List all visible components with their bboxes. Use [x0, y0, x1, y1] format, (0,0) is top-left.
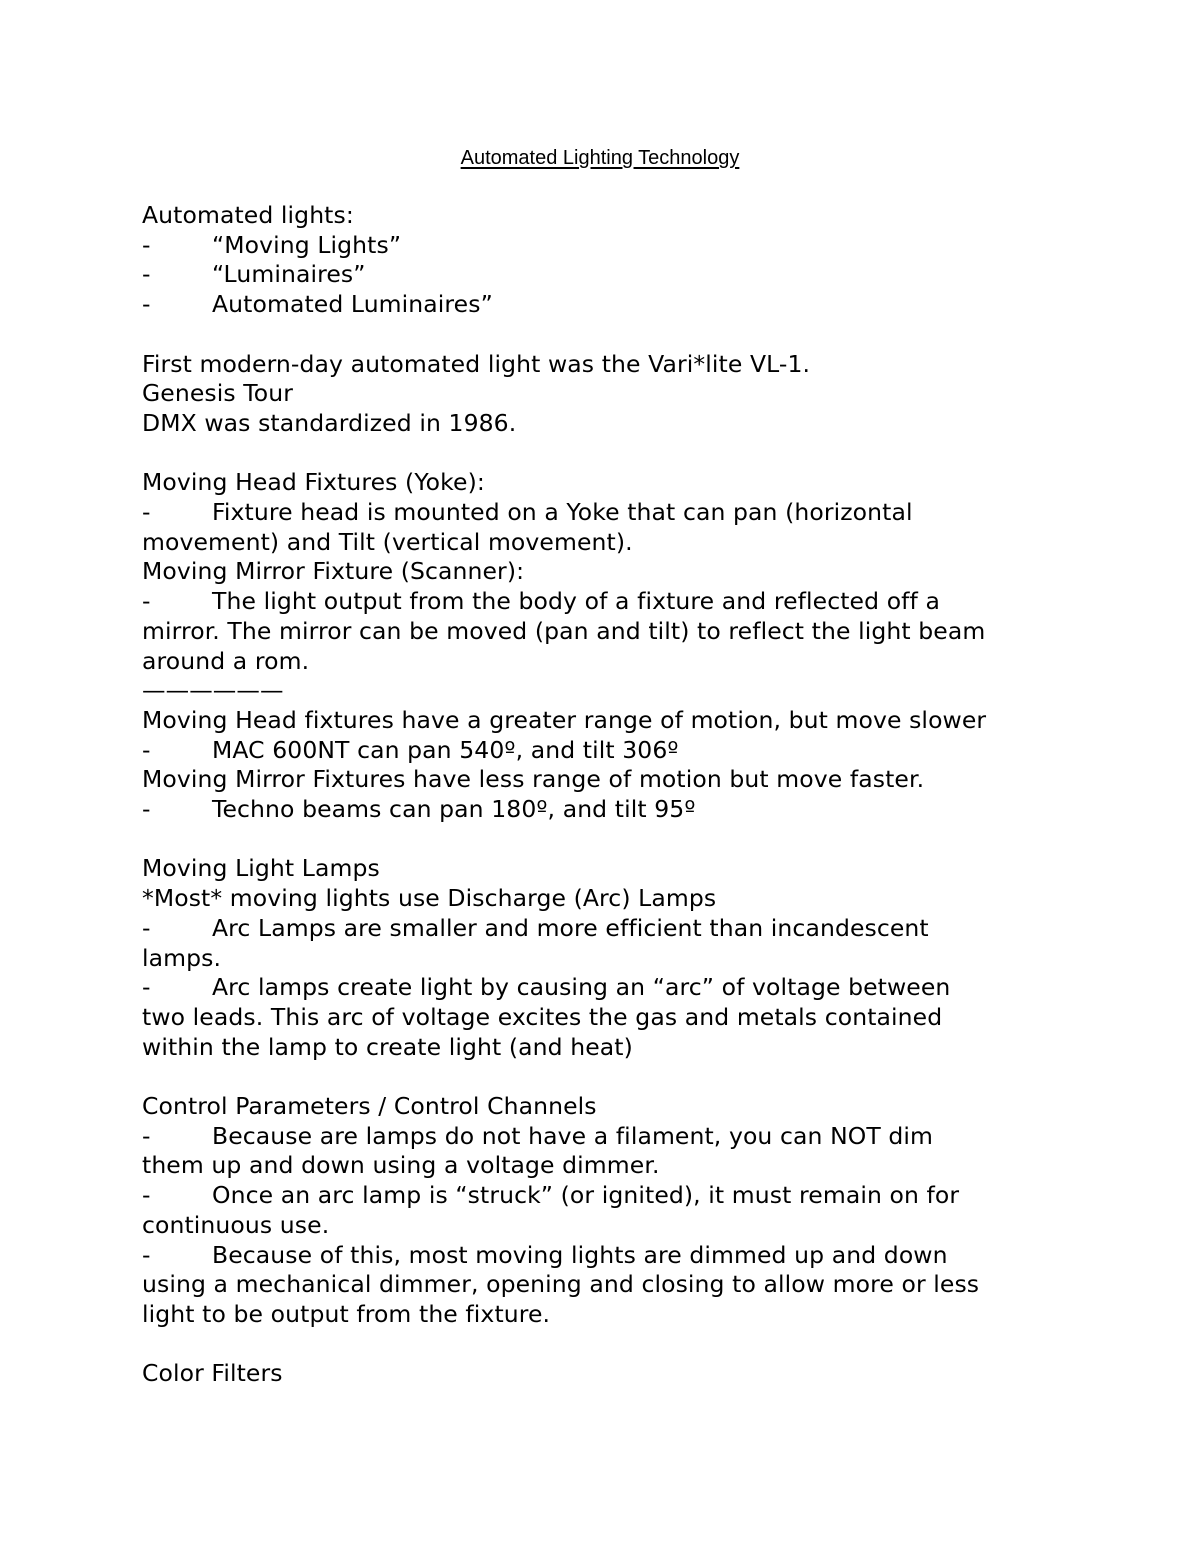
list-item [142, 231, 1062, 261]
list-item-text: Techno beams can pan 180º, and tilt 95º [212, 795, 696, 824]
blank-line [142, 825, 1062, 855]
list-item-text: Arc Lamps are smaller and more efficient than incandescent [212, 913, 929, 942]
bullet-dash: - [142, 498, 151, 526]
list-item [142, 1122, 1062, 1152]
list-item-continuation: two leads. This arc of voltage excites the gas and metals contained [142, 1002, 943, 1031]
bullet-dash: - [142, 973, 151, 1002]
list-item-continuation: movement) and Tilt (vertical movement). [142, 527, 633, 556]
list-item [142, 498, 1062, 528]
document-page [142, 141, 1062, 1389]
list-item-text: Once an arc lamp is “struck” (or ignited), it must remain on for [212, 1181, 960, 1210]
bullet-dash: - [142, 735, 151, 764]
bullet-dash: - [142, 587, 151, 616]
section-heading-automated-lights: Automated lights: [142, 201, 354, 229]
section-heading-lamps: Moving Light Lamps [142, 854, 380, 883]
list-item [142, 736, 1062, 766]
document-title: Automated Lighting Technology [460, 147, 740, 169]
list-item [142, 1241, 1062, 1271]
section-heading-control: Control Parameters / Control Channels [142, 1092, 597, 1121]
bullet-dash: - [142, 1181, 151, 1210]
list-item [142, 973, 1062, 1003]
section-heading-moving-mirror: Moving Mirror Fixture (Scanner): [142, 557, 525, 586]
paragraph-line: DMX was standardized in 1986. [142, 408, 517, 437]
bullet-dash: - [142, 1121, 151, 1150]
paragraph-line: *Most* moving lights use Discharge (Arc) Lamps [142, 884, 717, 913]
list-item [142, 587, 1062, 617]
list-item-continuation: lamps. [142, 943, 222, 972]
list-item-text: Automated Luminaires” [212, 290, 493, 319]
list-item [142, 795, 1062, 825]
list-item-text: Because of this, most moving lights are dimmed up and down [212, 1240, 948, 1269]
list-item-text: Arc lamps create light by causing an “arc” of voltage between [212, 973, 951, 1002]
list-item-text: The light output from the body of a fixture and reflected off a [212, 587, 940, 616]
divider-line: —————— [142, 676, 284, 705]
blank-line [142, 439, 1062, 469]
list-item-continuation: using a mechanical dimmer, opening and closing to allow more or less [142, 1270, 980, 1299]
list-item [142, 914, 1062, 944]
list-item [142, 1181, 1062, 1211]
list-item-text: “Moving Lights” [212, 230, 402, 259]
list-item-continuation: mirror. The mirror can be moved (pan and tilt) to reflect the light beam [142, 616, 986, 645]
bullet-dash: - [142, 913, 151, 942]
list-item-text: MAC 600NT can pan 540º, and tilt 306º [212, 735, 679, 764]
paragraph-line: Genesis Tour [142, 379, 294, 408]
paragraph-line: Moving Head fixtures have a greater range of motion, but move slower [142, 705, 987, 734]
bullet-dash: - [142, 795, 151, 824]
bullet-dash: - [142, 290, 151, 319]
bullet-dash: - [142, 260, 151, 289]
list-item-continuation: light to be output from the fixture. [142, 1299, 551, 1328]
list-item [142, 260, 1062, 290]
list-item-text: Fixture head is mounted on a Yoke that can pan (horizontal [212, 498, 913, 526]
list-item-text: Because are lamps do not have a filament, you can NOT dim [212, 1121, 934, 1150]
blank-line [142, 1062, 1062, 1092]
list-item-text: “Luminaires” [212, 260, 366, 289]
blank-line [142, 320, 1062, 350]
paragraph-line: Moving Mirror Fixtures have less range of motion but move faster. [142, 765, 925, 794]
list-item-continuation: around a rom. [142, 646, 310, 675]
list-item-continuation: them up and down using a voltage dimmer. [142, 1151, 660, 1180]
list-item [142, 290, 1062, 320]
bullet-dash: - [142, 230, 151, 259]
bullet-dash: - [142, 1240, 151, 1269]
list-item-continuation: continuous use. [142, 1210, 330, 1239]
section-heading-moving-head: Moving Head Fixtures (Yoke): [142, 468, 485, 497]
blank-line [142, 1330, 1062, 1360]
paragraph-line: First modern-day automated light was the Vari*lite VL-1. [142, 349, 811, 378]
section-heading-color-filters: Color Filters [142, 1359, 283, 1388]
list-item-continuation: within the lamp to create light (and heat) [142, 1032, 633, 1061]
